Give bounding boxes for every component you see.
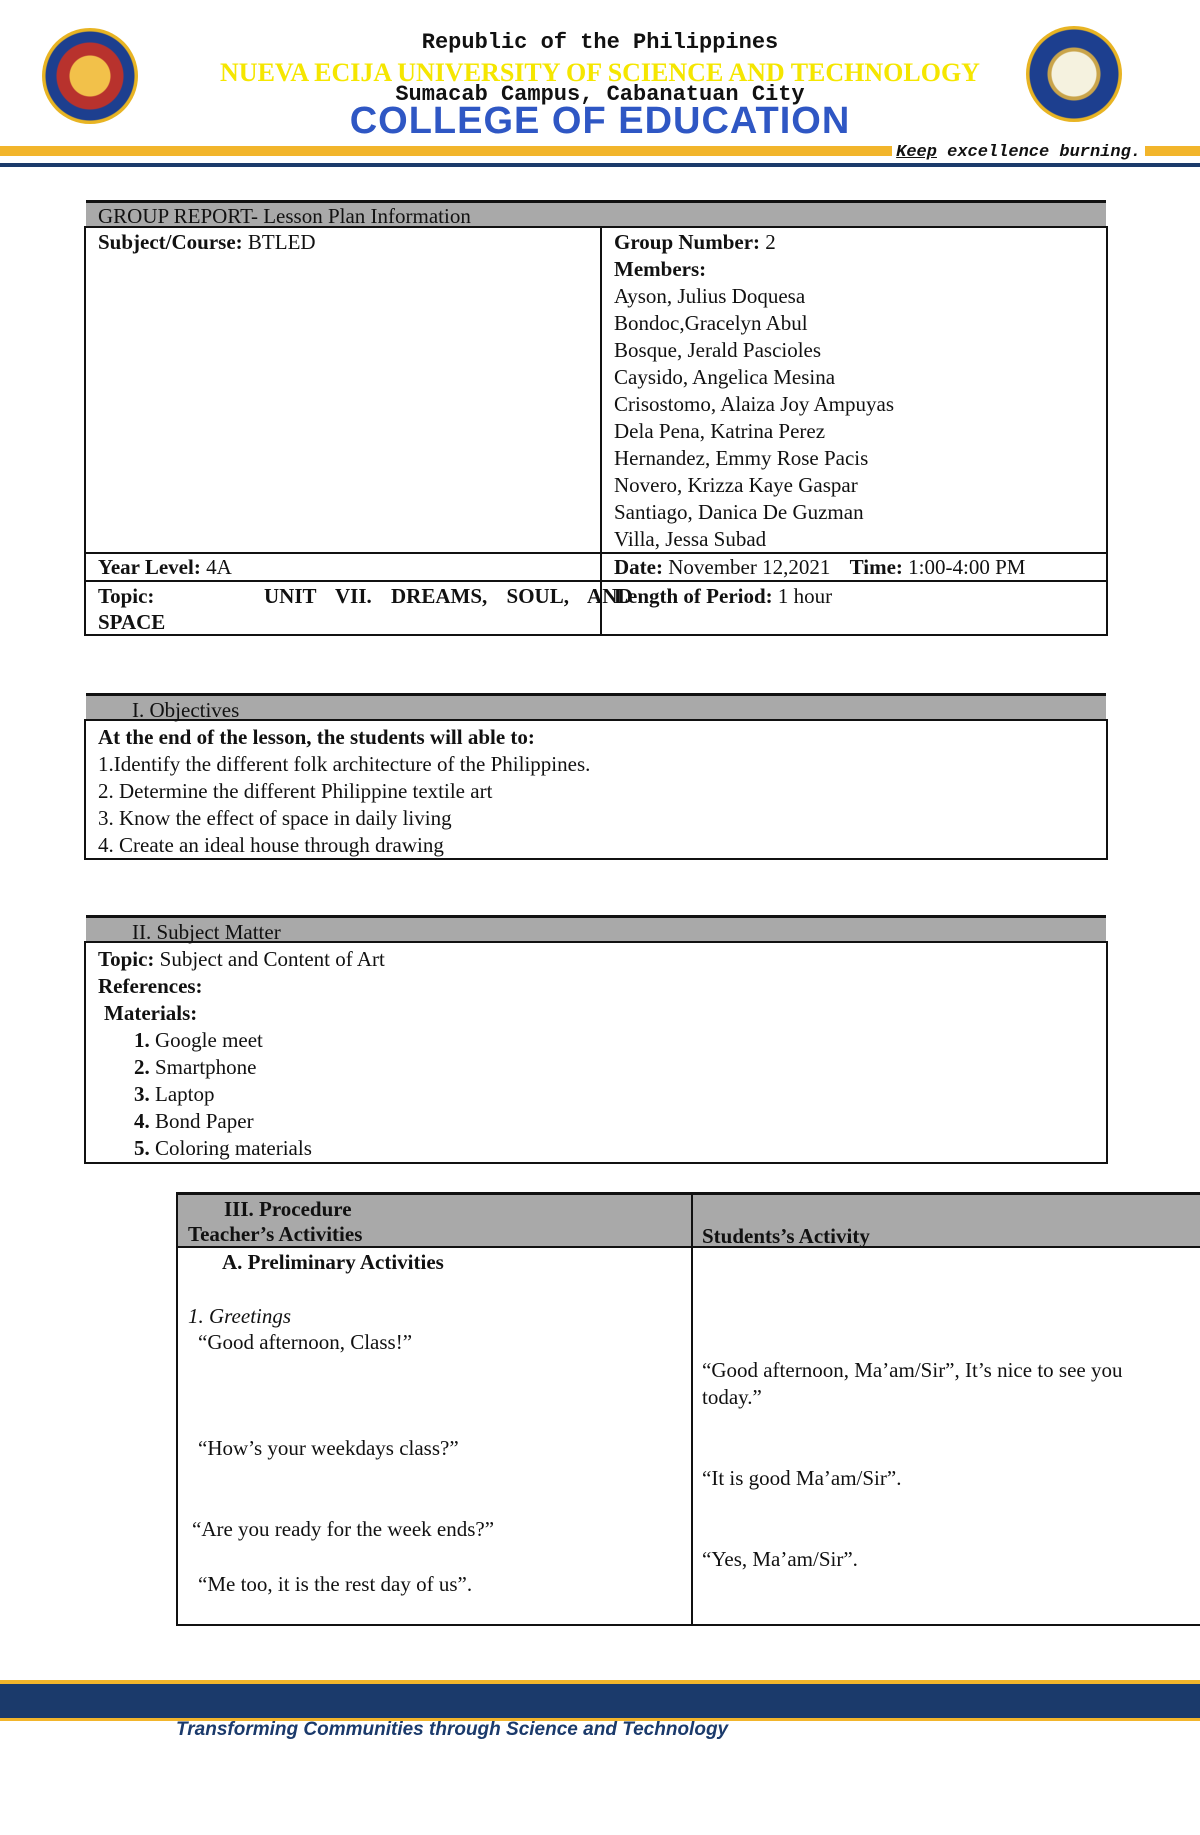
teacher-line: “Me too, it is the rest day of us”. <box>198 1572 473 1596</box>
procedure-header <box>176 1192 1200 1246</box>
time-value: 1:00-4:00 PM <box>908 555 1026 579</box>
info-section-title: GROUP REPORT- Lesson Plan Information <box>98 204 471 228</box>
info-table <box>84 226 1108 636</box>
procedure-table <box>176 1246 1200 1626</box>
greetings-heading: 1. Greetings <box>188 1304 292 1328</box>
topic-line-1: UNIT VII. DREAMS, SOUL, AND <box>264 584 633 608</box>
teacher-line: “Good afternoon, Class!” <box>198 1330 413 1354</box>
tagline-keep: Keep <box>896 143 937 162</box>
info-row-divider-2 <box>86 580 1106 582</box>
date-time <box>614 555 1025 580</box>
header-republic: Republic of the Philippines <box>421 30 779 55</box>
objective-item: 3. Know the effect of space in daily living <box>98 806 452 830</box>
year-label: Year Level: <box>98 555 201 579</box>
date-value: November 12,2021 <box>668 555 831 579</box>
group-value: 2 <box>765 230 776 254</box>
sm-topic <box>98 947 385 972</box>
header-tagline <box>892 143 1145 162</box>
info-col-divider <box>600 228 602 634</box>
date-label: Date: <box>614 555 663 579</box>
sm-topic-value: Subject and Content of Art <box>159 947 385 971</box>
objectives-header <box>86 693 1106 722</box>
references-label: References: <box>98 974 203 998</box>
teacher-line: “How’s your weekdays class?” <box>198 1436 459 1460</box>
year-level <box>98 555 232 580</box>
info-row-divider-1 <box>86 552 1106 554</box>
teacher-activities-header: Teacher’s Activities <box>188 1222 363 1246</box>
member-item: Bondoc,Gracelyn Abul <box>614 311 808 335</box>
member-item: Villa, Jessa Subad <box>614 527 767 551</box>
subject-matter-box <box>84 941 1108 1164</box>
material-item: 1. Google meet <box>134 1028 263 1052</box>
tagline-rest: excellence burning. <box>947 143 1141 162</box>
member-item: Hernandez, Emmy Rose Pacis <box>614 446 869 470</box>
member-item: Bosque, Jerald Pascioles <box>614 338 822 362</box>
procedure-header-divider <box>691 1195 693 1249</box>
member-item: Dela Pena, Katrina Perez <box>614 419 826 443</box>
member-item: Crisostomo, Alaiza Joy Ampuyas <box>614 392 894 416</box>
member-item: Santiago, Danica De Guzman <box>614 500 864 524</box>
university-seal-logo <box>42 28 138 124</box>
topic-line-2: SPACE <box>98 610 166 634</box>
objectives-intro: At the end of the lesson, the students will able to: <box>98 725 535 749</box>
teacher-line: “Are you ready for the week ends?” <box>192 1517 495 1541</box>
material-item: 4. Bond Paper <box>134 1109 254 1133</box>
student-line: “It is good Ma’am/Sir”. <box>702 1466 902 1490</box>
subject-matter-header <box>86 915 1106 944</box>
student-line: today.” <box>702 1385 762 1409</box>
sm-topic-label: Topic: <box>98 947 155 971</box>
student-line: “Good afternoon, Ma’am/Sir”, It’s nice to see you <box>702 1358 1123 1382</box>
student-line: “Yes, Ma’am/Sir”. <box>702 1547 858 1571</box>
procedure-col-divider <box>691 1248 693 1626</box>
group-number <box>614 230 776 255</box>
footer-blue-band <box>0 1684 1200 1718</box>
objective-item: 1.Identify the different folk architecture of the Philippines. <box>98 752 591 776</box>
info-section-header <box>86 200 1106 226</box>
subject-course <box>98 230 316 255</box>
length-value: 1 hour <box>777 584 833 608</box>
material-item: 3. Laptop <box>134 1082 215 1106</box>
procedure-title: III. Procedure <box>224 1197 352 1221</box>
length-label: Length of Period: <box>614 584 773 608</box>
objective-item: 2. Determine the different Philippine textile art <box>98 779 493 803</box>
header-campus: Sumacab Campus, Cabanatuan City <box>395 82 805 107</box>
header-university-name: NUEVA ECIJA UNIVERSITY OF SCIENCE AND TECHNOLOGY <box>220 58 980 87</box>
group-label: Group Number: <box>614 230 761 254</box>
header-college-name: COLLEGE OF EDUCATION <box>349 100 851 142</box>
subject-matter-title: II. Subject Matter <box>132 920 281 944</box>
members-label: Members: <box>614 257 707 281</box>
objectives-box <box>84 719 1108 860</box>
member-item: Ayson, Julius Doquesa <box>614 284 806 308</box>
college-of-education-seal-logo <box>1026 26 1122 122</box>
subject-value: BTLED <box>247 230 316 254</box>
year-value: 4A <box>206 555 232 579</box>
students-activity-header: Students’s Activity <box>702 1224 870 1248</box>
material-item: 5. Coloring materials <box>134 1136 312 1160</box>
header-blue-rule <box>0 163 1200 167</box>
preliminary-activities: A. Preliminary Activities <box>222 1250 444 1274</box>
objective-item: 4. Create an ideal house through drawing <box>98 833 444 857</box>
subject-label: Subject/Course: <box>98 230 243 254</box>
topic-label: Topic: <box>98 584 155 608</box>
length-of-period <box>614 584 832 609</box>
materials-label: Materials: <box>104 1001 198 1025</box>
objectives-title: I. Objectives <box>132 698 240 722</box>
member-item: Novero, Krizza Kaye Gaspar <box>614 473 858 497</box>
member-item: Caysido, Angelica Mesina <box>614 365 836 389</box>
material-item: 2. Smartphone <box>134 1055 257 1079</box>
time-label: Time: <box>849 555 903 579</box>
footer-motto: Transforming Communities through Science and Technology <box>176 1719 729 1740</box>
